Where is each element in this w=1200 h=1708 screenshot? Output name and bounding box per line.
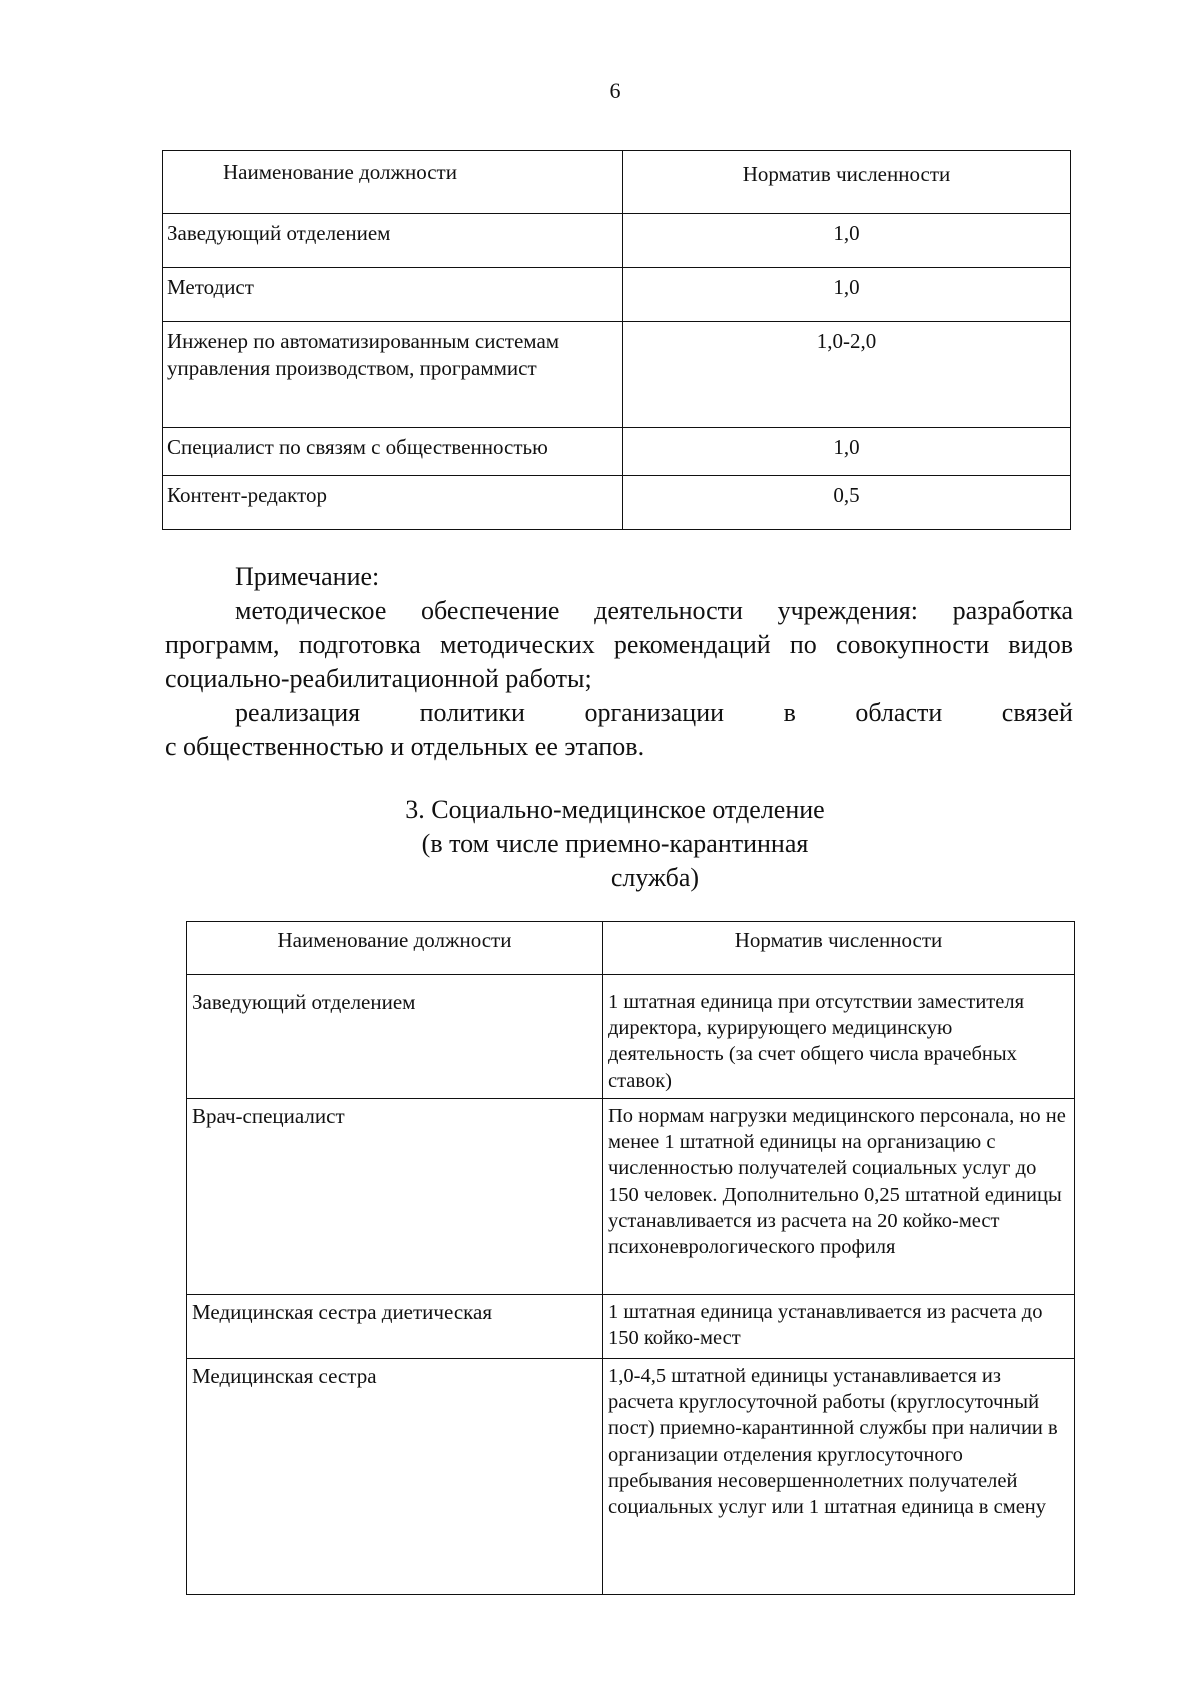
table-header-row <box>187 922 1075 975</box>
page-number: 6 <box>609 78 621 103</box>
note-paragraph-2-line-1 <box>165 696 1073 730</box>
header-position-name: Наименование должности <box>187 922 603 975</box>
table-row <box>187 1294 1075 1358</box>
section-title <box>0 793 1200 894</box>
position-name: Заведующий отделением <box>163 214 623 268</box>
staff-norm: 1,0 <box>623 214 1071 268</box>
note-word: в <box>783 698 796 727</box>
table-row <box>163 214 1071 268</box>
position-name: Методист <box>163 268 623 322</box>
note-paragraph-2-line-2: с общественностью и отдельных ее этапов. <box>165 731 645 761</box>
table-row <box>163 476 1071 530</box>
note-word: области <box>855 698 943 727</box>
staff-norm: 1 штатная единица устанавливается из расчета до 150 койко-мест <box>603 1294 1075 1358</box>
header-staff-norm: Норматив численности <box>623 151 1071 214</box>
header-staff-norm: Норматив численности <box>603 922 1075 975</box>
table-row <box>163 428 1071 476</box>
staff-norm: 1,0 <box>623 428 1071 476</box>
staff-norm: 1,0 <box>623 268 1071 322</box>
position-name: Заведующий отделением <box>187 975 603 1099</box>
note-title: Примечание: <box>235 562 380 591</box>
table-row <box>187 1098 1075 1294</box>
note-word: реализация <box>235 698 361 727</box>
note-word: организации <box>584 698 725 727</box>
staff-norm: По нормам нагрузки медицинского персонала, но не менее 1 штатной единицы на организацию с численностью получателей социальных услуг до 150 человек. Дополнительно 0,25 штатной единицы устанавливается из расчета на 20 койко-мест психоневрологического профиля <box>603 1098 1075 1294</box>
staff-norm: 0,5 <box>623 476 1071 530</box>
section-title-line-2: (в том числе приемно-карантинная <box>421 828 809 858</box>
staff-norm: 1,0-2,0 <box>623 322 1071 428</box>
note-word: связей <box>1001 698 1073 727</box>
staffing-table-1 <box>162 150 1071 530</box>
staff-norm: 1,0-4,5 штатной единицы устанавливается из расчета круглосуточной работы (круглосуточный пост) приемно-карантинной службы при наличии в организации отделения круглосуточного пребывания несовершеннолетних получателей социальных услуг или 1 штатная единица в смену <box>603 1358 1075 1594</box>
table-row <box>163 322 1071 428</box>
note-paragraph-2 <box>165 696 1073 764</box>
table-row <box>187 975 1075 1099</box>
table-row <box>187 1358 1075 1594</box>
position-name: Инженер по автоматизированным системам управления производством, программист <box>163 322 623 428</box>
note-word: политики <box>419 698 525 727</box>
note-paragraph-1: методическое обеспечение деятельности учреждения: разработка программ, подготовка методических рекомендаций по совокупности видов социально-реабилитационной работы; <box>165 596 1073 693</box>
staffing-table-2 <box>186 921 1075 1595</box>
staff-norm: 1 штатная единица при отсутствии заместителя директора, курирующего медицинскую деятельность (за счет общего числа врачебных ставок) <box>603 975 1075 1099</box>
position-name: Медицинская сестра диетическая <box>187 1294 603 1358</box>
table-row <box>163 268 1071 322</box>
section-title-line-1: 3. Социально-медицинское отделение <box>405 795 825 824</box>
position-name: Контент-редактор <box>163 476 623 530</box>
position-name: Медицинская сестра <box>187 1358 603 1594</box>
header-position-name: Наименование должности <box>163 151 623 214</box>
position-name: Специалист по связям с общественностью <box>163 428 623 476</box>
section-title-line-3: служба) <box>610 862 700 892</box>
table-header-row <box>163 151 1071 214</box>
position-name: Врач-специалист <box>187 1098 603 1294</box>
